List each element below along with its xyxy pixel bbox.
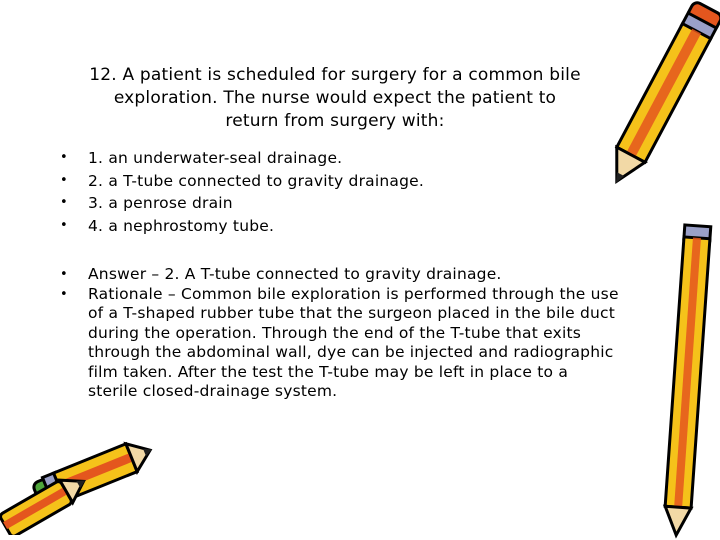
option-item — [60, 215, 520, 238]
bullet: • — [60, 150, 68, 165]
bullet: • — [60, 217, 68, 233]
answer-text: Answer – 2. A T-tube connected to gravity drainage. — [88, 265, 502, 283]
option-text: 1. an underwater-seal drainage. — [88, 149, 343, 167]
question-line: return from surgery with: — [225, 111, 445, 131]
rationale-line: Rationale – Common bile exploration is performed through the use — [88, 284, 619, 303]
option-item — [60, 170, 520, 193]
option-item — [60, 192, 520, 215]
answer-rationale-list — [60, 265, 660, 402]
option-item — [60, 147, 520, 170]
rationale-line: through the abdominal wall, dye can be injected and radiographic — [88, 343, 614, 361]
option-text: 3. a penrose drain — [88, 194, 233, 212]
rationale-line: film taken. After the test the T-tube may be left in place to a — [88, 362, 569, 381]
pencil-clipart-right-icon — [600, 0, 720, 540]
answer-item — [60, 265, 660, 285]
answer-options-list — [60, 147, 520, 237]
rationale-line: during the operation. Through the end of the T-tube that exits — [88, 323, 582, 342]
option-text: 2. a T-tube connected to gravity drainage. — [88, 171, 424, 190]
question-line: 12. A patient is scheduled for surgery for a common bile — [89, 65, 581, 85]
pencil-clipart-left-icon — [0, 430, 160, 535]
bullet: • — [60, 195, 68, 210]
rationale-item — [60, 285, 660, 402]
bullet: • — [60, 286, 68, 302]
option-text: 4. a nephrostomy tube. — [88, 216, 275, 235]
question-line: exploration. The nurse would expect the patient to — [113, 88, 557, 108]
question-text — [60, 64, 610, 133]
rationale-line: of a T-shaped rubber tube that the surgeon placed in the bile duct — [88, 304, 616, 322]
bullet: • — [60, 267, 68, 282]
bullet: • — [60, 172, 68, 188]
rationale-line: sterile closed-drainage system. — [88, 382, 338, 400]
